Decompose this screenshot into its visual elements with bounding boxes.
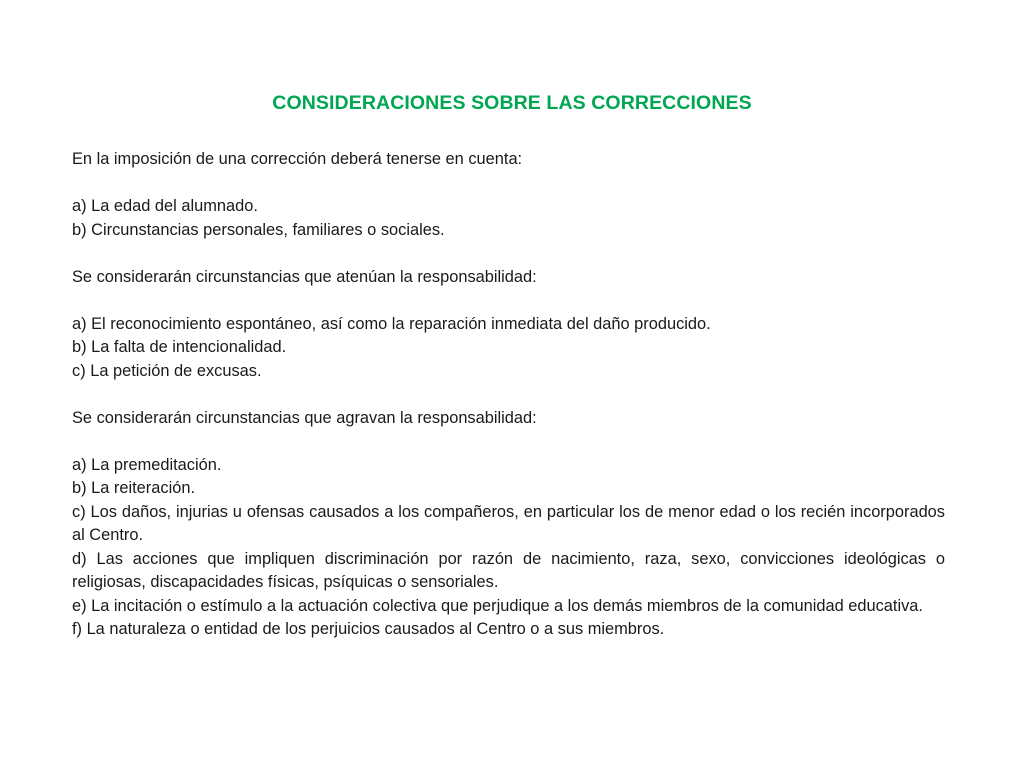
consideration-item: a) La edad del alumnado.	[72, 197, 258, 215]
consideration-item: b) Circunstancias personales, familiares o sociales.	[72, 220, 445, 239]
aggravating-item: e) La incitación o estímulo a la actuación colectiva que perjudique a los demás miembros de la comunidad educativa.	[72, 596, 923, 615]
spacer	[72, 172, 945, 196]
aggravating-item: c) Los daños, injurias u ofensas causados a los compañeros, en particular los de menor edad o los recién incorporados al Centro.	[72, 502, 945, 544]
slide-body	[72, 148, 945, 642]
spacer	[72, 242, 945, 266]
spacer	[72, 430, 945, 454]
spacer	[72, 383, 945, 407]
aggravating-item: f) La naturaleza o entidad de los perjuicios causados al Centro o a sus miembros.	[72, 620, 665, 638]
attenuating-heading: Se considerarán circunstancias que atenúan la responsabilidad:	[72, 267, 537, 286]
aggravating-heading: Se considerarán circunstancias que agravan la responsabilidad:	[72, 408, 537, 427]
attenuating-item: b) La falta de intencionalidad.	[72, 338, 287, 356]
aggravating-item: a) La premeditación.	[72, 455, 222, 474]
aggravating-item: b) La reiteración.	[72, 479, 195, 497]
intro-text: En la imposición de una corrección deberá tenerse en cuenta:	[72, 150, 523, 168]
attenuating-item: c) La petición de excusas.	[72, 361, 262, 380]
slide-title: CONSIDERACIONES SOBRE LAS CORRECCIONES	[272, 92, 752, 114]
spacer	[72, 289, 945, 313]
attenuating-item: a) El reconocimiento espontáneo, así como la reparación inmediata del daño producido.	[72, 314, 711, 333]
aggravating-item: d) Las acciones que impliquen discriminación por razón de nacimiento, raza, sexo, convicciones ideológicas o religiosas, discapacidades físicas, psíquicas o sensoriales.	[72, 549, 945, 591]
